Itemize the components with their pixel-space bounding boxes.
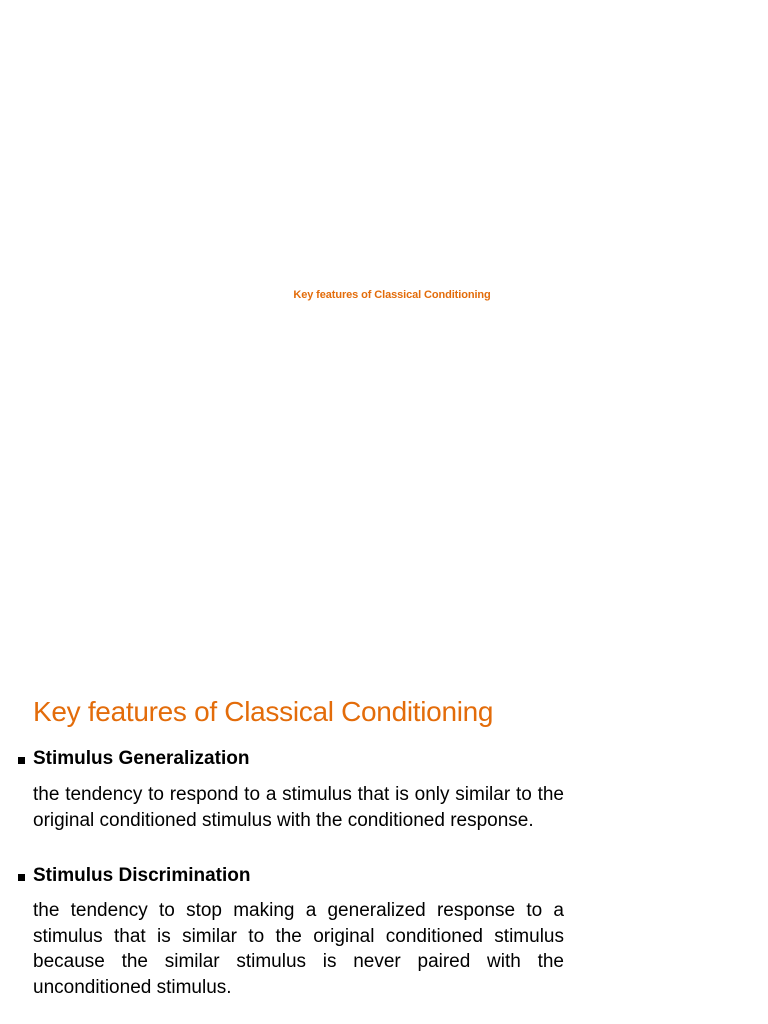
bullet-square-icon <box>18 874 25 881</box>
item-heading-stimulus-generalization: Stimulus Generalization <box>33 748 250 769</box>
definition-stimulus-discrimination: the tendency to stop making a generalized response to a stimulus that is similar to the original conditioned stimulus because the similar stimulus is never paired with the unconditioned stimulus. <box>33 900 564 998</box>
bullet-square-icon <box>18 757 25 764</box>
slide-title: Key features of Classical Conditioning <box>33 696 494 727</box>
page-small-title: Key features of Classical Conditioning <box>293 289 491 301</box>
item-heading-stimulus-discrimination: Stimulus Discrimination <box>33 865 251 886</box>
definition-stimulus-generalization: the tendency to respond to a stimulus that is only similar to the original conditioned stimulus with the conditioned response. <box>33 784 564 831</box>
